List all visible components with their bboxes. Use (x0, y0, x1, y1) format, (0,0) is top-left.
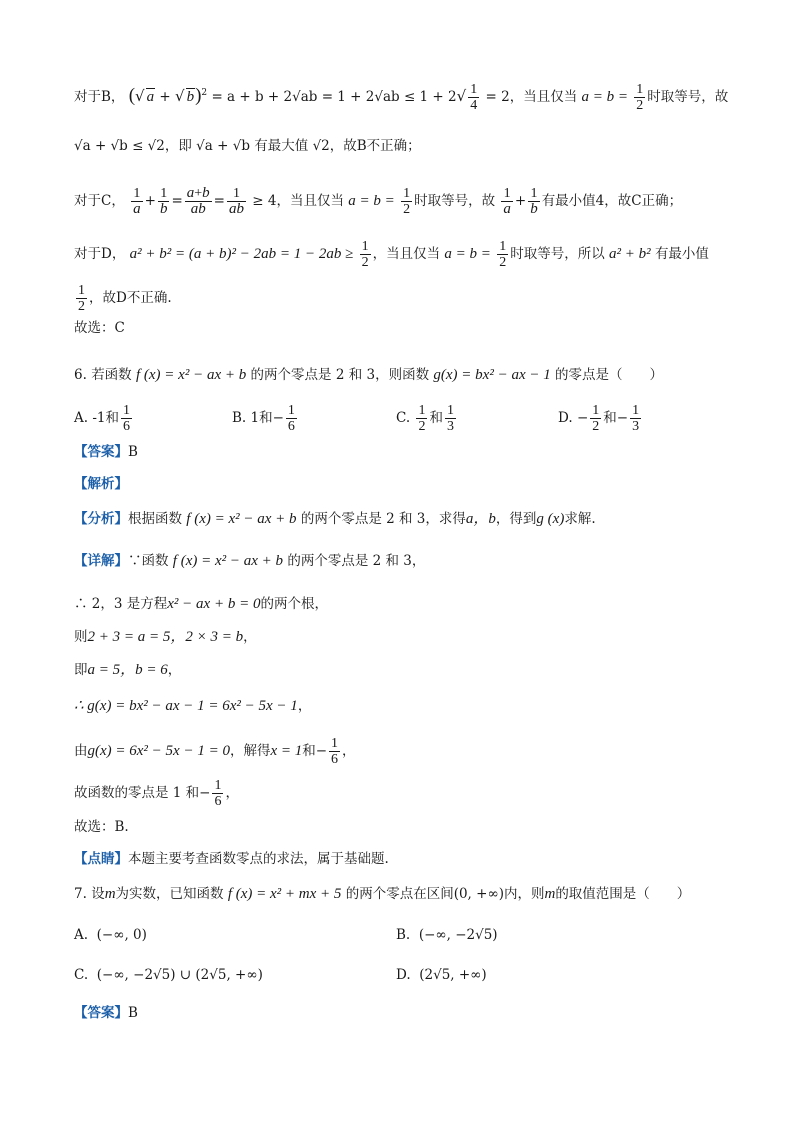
c-conclusion: 有最小值4，故C正确； (541, 193, 683, 209)
q6-number: 6. (74, 367, 87, 383)
b-conclusion: ，故B不正确； (329, 138, 421, 154)
c-condition: a = b = (348, 193, 395, 209)
q6-step-5: 由g(x) = 6x² − 5x − 1 = 0，解得x = 1和− $\frac{1}{6}$ ， (74, 736, 356, 767)
q7-fx: f (x) = x² + mx + 5 (227, 886, 342, 902)
q6-step-6: 故函数的零点是 1 和− $\frac{1}{6}$ ， (74, 778, 239, 809)
d-min-text: 有最小值 (654, 246, 709, 262)
b-max-value: √2 (312, 138, 330, 154)
d-sumsq: a² + b² (609, 246, 651, 262)
b-expression: = a + b + 2√ab = 1 + 2√ab ≤ 1 + 2 (211, 89, 457, 105)
b-inequality: √a + √b ≤ √2，即 (74, 138, 192, 154)
b-prefix: 对于B， (74, 89, 125, 105)
q6-option-b: B. 1和− $\frac{1}{6}$ (232, 403, 295, 434)
d-prefix: 对于D， (74, 246, 126, 262)
d-expression: a² + b² = (a + b)² − 2ab = 1 − 2ab ≥ (129, 246, 354, 262)
q7-option-a: A. (−∞, 0) (74, 927, 147, 943)
q6-fx: f (x) = x² − ax + b (135, 367, 247, 383)
c-analysis-line: 对于C， $\frac{1}{a}$ + $\frac{1}{b}$ = $\frac{a+b}{ab}$ = $\frac{1}{ab}$ ≥ 4，当且仅当 a = b = $\frac{1}{2}$ 时取等号，故 $\frac{1}{a}$ + $\frac{1}{b}$ 有最小值4，故C正确； (74, 185, 683, 217)
q6-step-2: 则2 + 3 = a = 5，2 × 3 = b， (74, 629, 257, 645)
q6-option-c: C. $\frac{1}{2}$ 和 $\frac{1}{3}$ (396, 403, 454, 434)
q7-answer-value: B (128, 1005, 138, 1021)
q6-stem (74, 365, 663, 385)
c-prefix: 对于C， (74, 193, 125, 209)
q6-step-4: ∴ g(x) = bx² − ax − 1 = 6x² − 5x − 1， (74, 698, 312, 714)
d-mid: ，当且仅当 (372, 246, 441, 262)
c-ge4: ≥ 4，当且仅当 (252, 193, 344, 209)
b-max-text: 有最大值 (254, 138, 309, 154)
b-sum: √a + √b (196, 138, 250, 154)
q6-stem-1: 若函数 (91, 367, 132, 383)
q6-stem-2: 的两个零点是 2 和 3，则函数 (250, 367, 430, 383)
q6-step-3: 即a = 5，b = 6， (74, 662, 182, 678)
q6-choice: 故选：B. (74, 819, 129, 835)
answer-tag: 【答案】 (74, 1005, 128, 1021)
analysis-tag: 【解析】 (74, 476, 128, 492)
q6-gx: g(x) = bx² − ax − 1 (433, 367, 551, 383)
q7-number: 7. (74, 886, 87, 902)
q7-answer (74, 1003, 138, 1023)
q6-option-d: D. − $\frac{1}{2}$ 和− $\frac{1}{3}$ (558, 403, 640, 434)
c-mid: 时取等号，故 (414, 193, 496, 209)
d-analysis-line1: 对于D， a² + b² = (a + b)² − 2ab = 1 − 2ab ≥ $\frac{1}{2}$ ，当且仅当 a = b = $\frac{1}{2}$ 时取等号，所以 a² + b² 有最小值 (74, 239, 709, 270)
q6-option-a: A. -1和 $\frac{1}{6}$ (74, 403, 130, 434)
d-tail: 时取等号，所以 (510, 246, 605, 262)
q6-detail: 【详解】∵函数 f (x) = x² − ax + b 的两个零点是 2 和 3， (74, 553, 426, 569)
b-condition: a = b = (581, 89, 628, 105)
q7-option-c: C. (−∞, −2√5) ∪ (2√5, +∞) (74, 967, 263, 983)
fenxi-tag: 【分析】 (74, 511, 128, 527)
b-analysis-line1: 对于B， (√ a + √ b)$^2$ = a + b + 2√ab = 1 + 2√ab ≤ 1 + 2√ $\frac{1}{4}$ = 2，当且仅当 a = b = $\frac{1}{2}$ 时取等号，故 (74, 82, 729, 113)
q6-fenxi: 【分析】根据函数 f (x) = x² − ax + b 的两个零点是 2 和 3，求得a，b，得到g (x)求解. (74, 511, 596, 527)
answer-tag: 【答案】 (74, 444, 128, 460)
q6-answer (74, 442, 138, 462)
q6-dianjing: 【点睛】本题主要考查函数零点的求法，属于基础题. (74, 851, 389, 867)
q6-answer-value: B (128, 444, 138, 460)
q5-choice: 故选：C (74, 320, 125, 336)
b-tail: 时取等号，故 (647, 89, 729, 105)
q6-stem-3: 的零点是（ ） (555, 367, 664, 383)
q7-stem: 7. 设m为实数，已知函数 f (x) = x² + mx + 5 的两个零点在区间(0, +∞)内，则m的取值范围是（ ） (74, 886, 691, 902)
d-condition: a = b = (444, 246, 491, 262)
q7-interval: (0, +∞) (453, 886, 504, 902)
q7-option-b: B. (−∞, −2√5) (396, 927, 498, 943)
q6-analysis-tag (74, 474, 128, 494)
b-half-fraction: $\frac{1}{2}$ (636, 82, 644, 113)
b-quarter-fraction: $\frac{1}{4}$ (470, 82, 478, 113)
q6-step-1: ∴ 2，3 是方程x² − ax + b = 0的两个根， (74, 596, 328, 612)
detail-tag: 【详解】 (74, 553, 128, 569)
d-analysis-line2: $\frac{1}{2}$ ，故D不正确. (78, 283, 172, 314)
b-expression-2: = 2，当且仅当 (485, 89, 578, 105)
b-analysis-line2 (74, 136, 421, 156)
dianjing-tag: 【点睛】 (74, 851, 128, 867)
d-conclusion: ，故D不正确. (89, 290, 172, 306)
q7-option-d: D. (2√5, +∞) (396, 967, 487, 983)
